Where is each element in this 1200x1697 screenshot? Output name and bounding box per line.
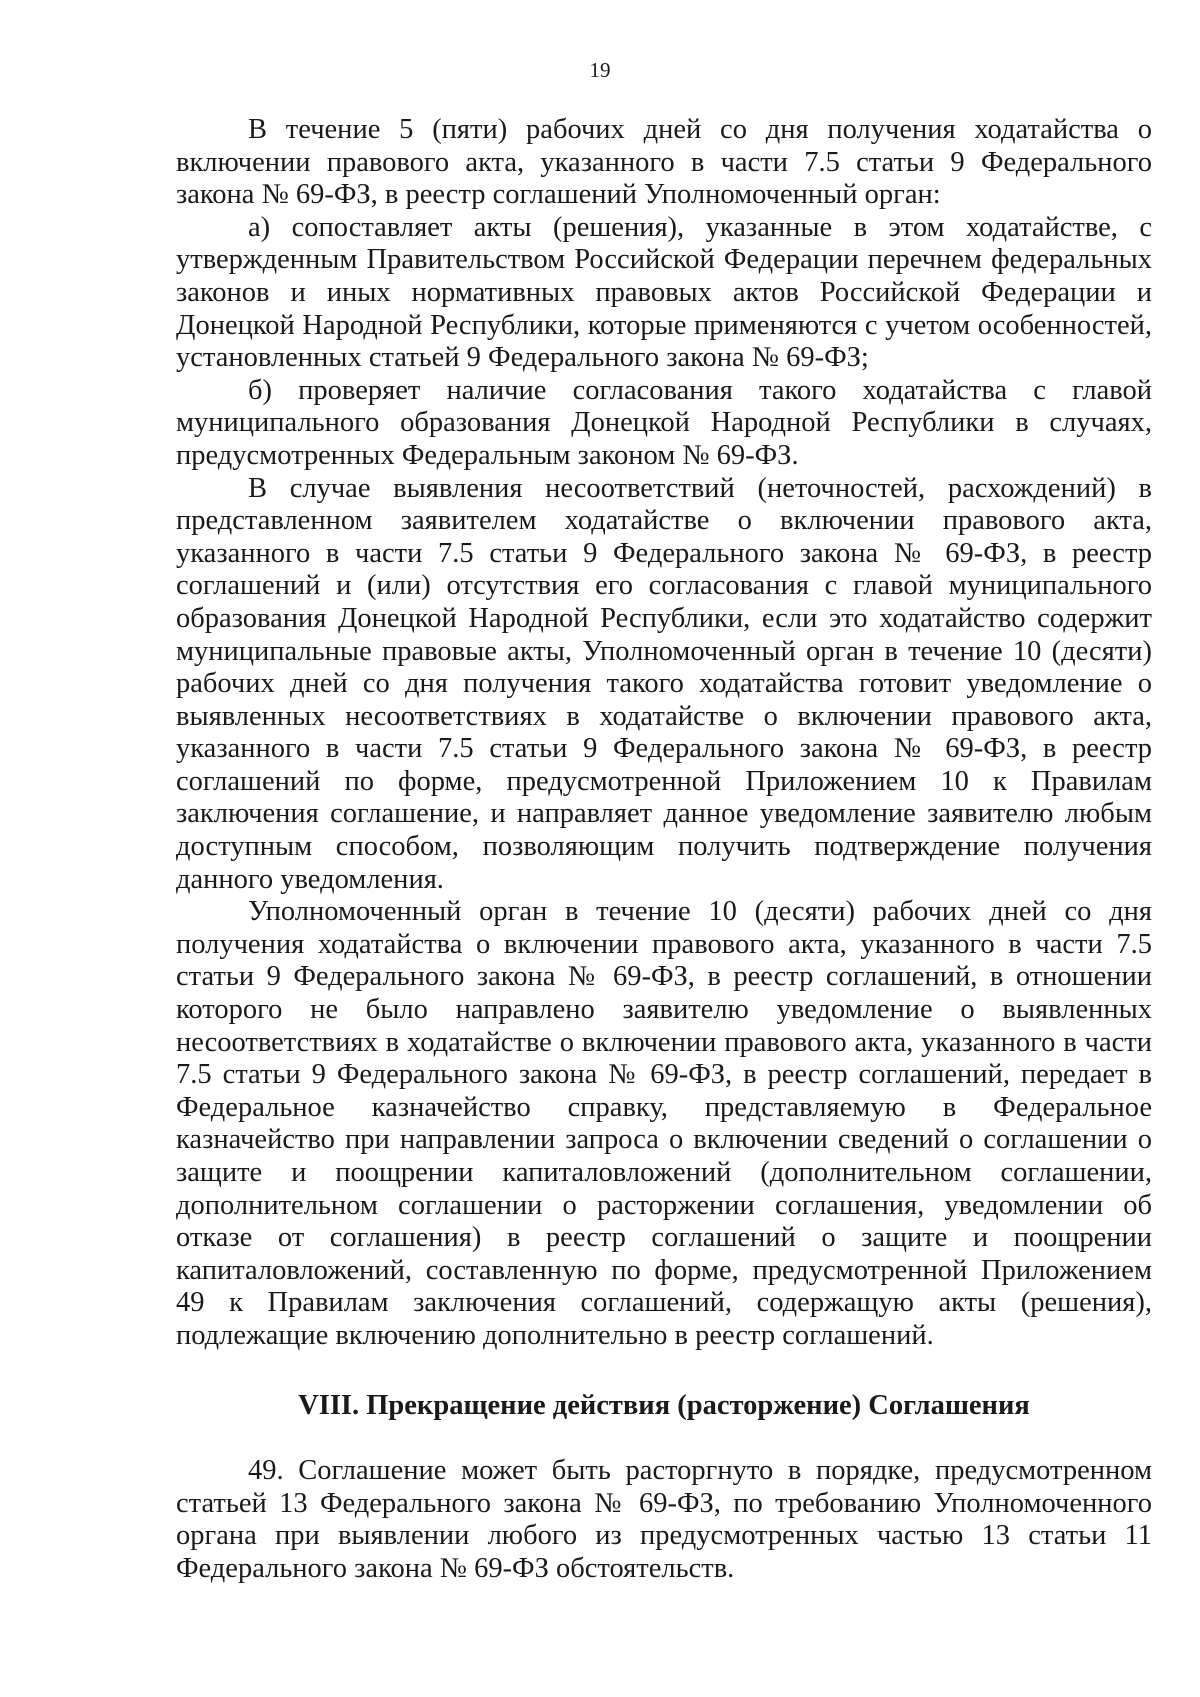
- section-heading: VIII. Прекращение действия (расторжение) Соглашения: [298, 1390, 1030, 1421]
- section-body: [176, 1455, 1152, 1585]
- paragraph-item-a: а) сопоставляет акты (решения), указанные в этом ходатайстве, с утвержденным Правительством Российской Федерации перечнем федеральных законов и иных нормативных правовых актов Российской Федерации и Донецкой Народной Республики, которые применяются с учетом особенностей, установленных статьей 9 Федерального закона № 69-ФЗ;: [176, 211, 1152, 374]
- paragraph-49: 49. Соглашение может быть расторгнуто в порядке, предусмотренном статьей 13 Федерального закона № 69-ФЗ, по требованию Уполномоченного органа при выявлении любого из предусмотренных частью 13 статьи 11 Федерального закона № 69-ФЗ обстоятельств.: [176, 1455, 1152, 1584]
- paragraph-item-b: б) проверяет наличие согласования такого ходатайства с главой муниципального образования Донецкой Народной Республики в случаях, предусмотренных Федеральным законом № 69-ФЗ.: [176, 374, 1152, 471]
- page-number: 19: [589, 58, 611, 82]
- paragraph-discrepancies: В случае выявления несоответствий (неточностей, расхождений) в представленном заявителем ходатайстве о включении правового акта, указанного в части 7.5 статьи 9 Федерального закона № 69-ФЗ, в реестр соглашений и (или) отсутствия его согласования с главой муниципального образования Донецкой Народной Республики, если это ходатайство содержит муниципальные правовые акты, Уполномоченный орган в течение 10 (десяти) рабочих дней со дня получения такого ходатайства готовит уведомление о выявленных несоответствиях в ходатайстве о включении правового акта, указанного в части 7.5 статьи 9 Федерального закона № 69-ФЗ, в реестр соглашений по форме, предусмотренной Приложением 10 к Правилам заключения соглашение, и направляет данное уведомление заявителю любым доступным способом, позволяющим получить подтверждение получения данного уведомления.: [176, 472, 1152, 895]
- paragraph-intro: В течение 5 (пяти) рабочих дней со дня получения ходатайства о включении правового акта, указанного в части 7.5 статьи 9 Федерального закона № 69-ФЗ, в реестр соглашений Уполномоченный орган:: [176, 114, 1152, 211]
- paragraph-treasury-transfer: Уполномоченный орган в течение 10 (десяти) рабочих дней со дня получения ходатайства о включении правового акта, указанного в части 7.5 статьи 9 Федерального закона № 69-ФЗ, в реестр соглашений, в отношении которого не было направлено заявителю уведомление о выявленных несоответствиях в ходатайстве о включении правового акта, указанного в части 7.5 статьи 9 Федерального закона № 69-ФЗ, в реестр соглашений, передает в Федеральное казначейство справку, представляемую в Федеральное казначейство при направлении запроса о включении сведений о соглашении о защите и поощрении капиталовложений (дополнительном соглашении, дополнительном соглашении о расторжении соглашения, уведомлении об отказе от соглашения) в реестр соглашений о защите и поощрении капиталовложений, составленную по форме, предусмотренной Приложением 49 к Правилам заключения соглашений, содержащую акты (решения), подлежащие включению дополнительно в реестр соглашений.: [176, 896, 1152, 1351]
- document-body: [176, 114, 1152, 1353]
